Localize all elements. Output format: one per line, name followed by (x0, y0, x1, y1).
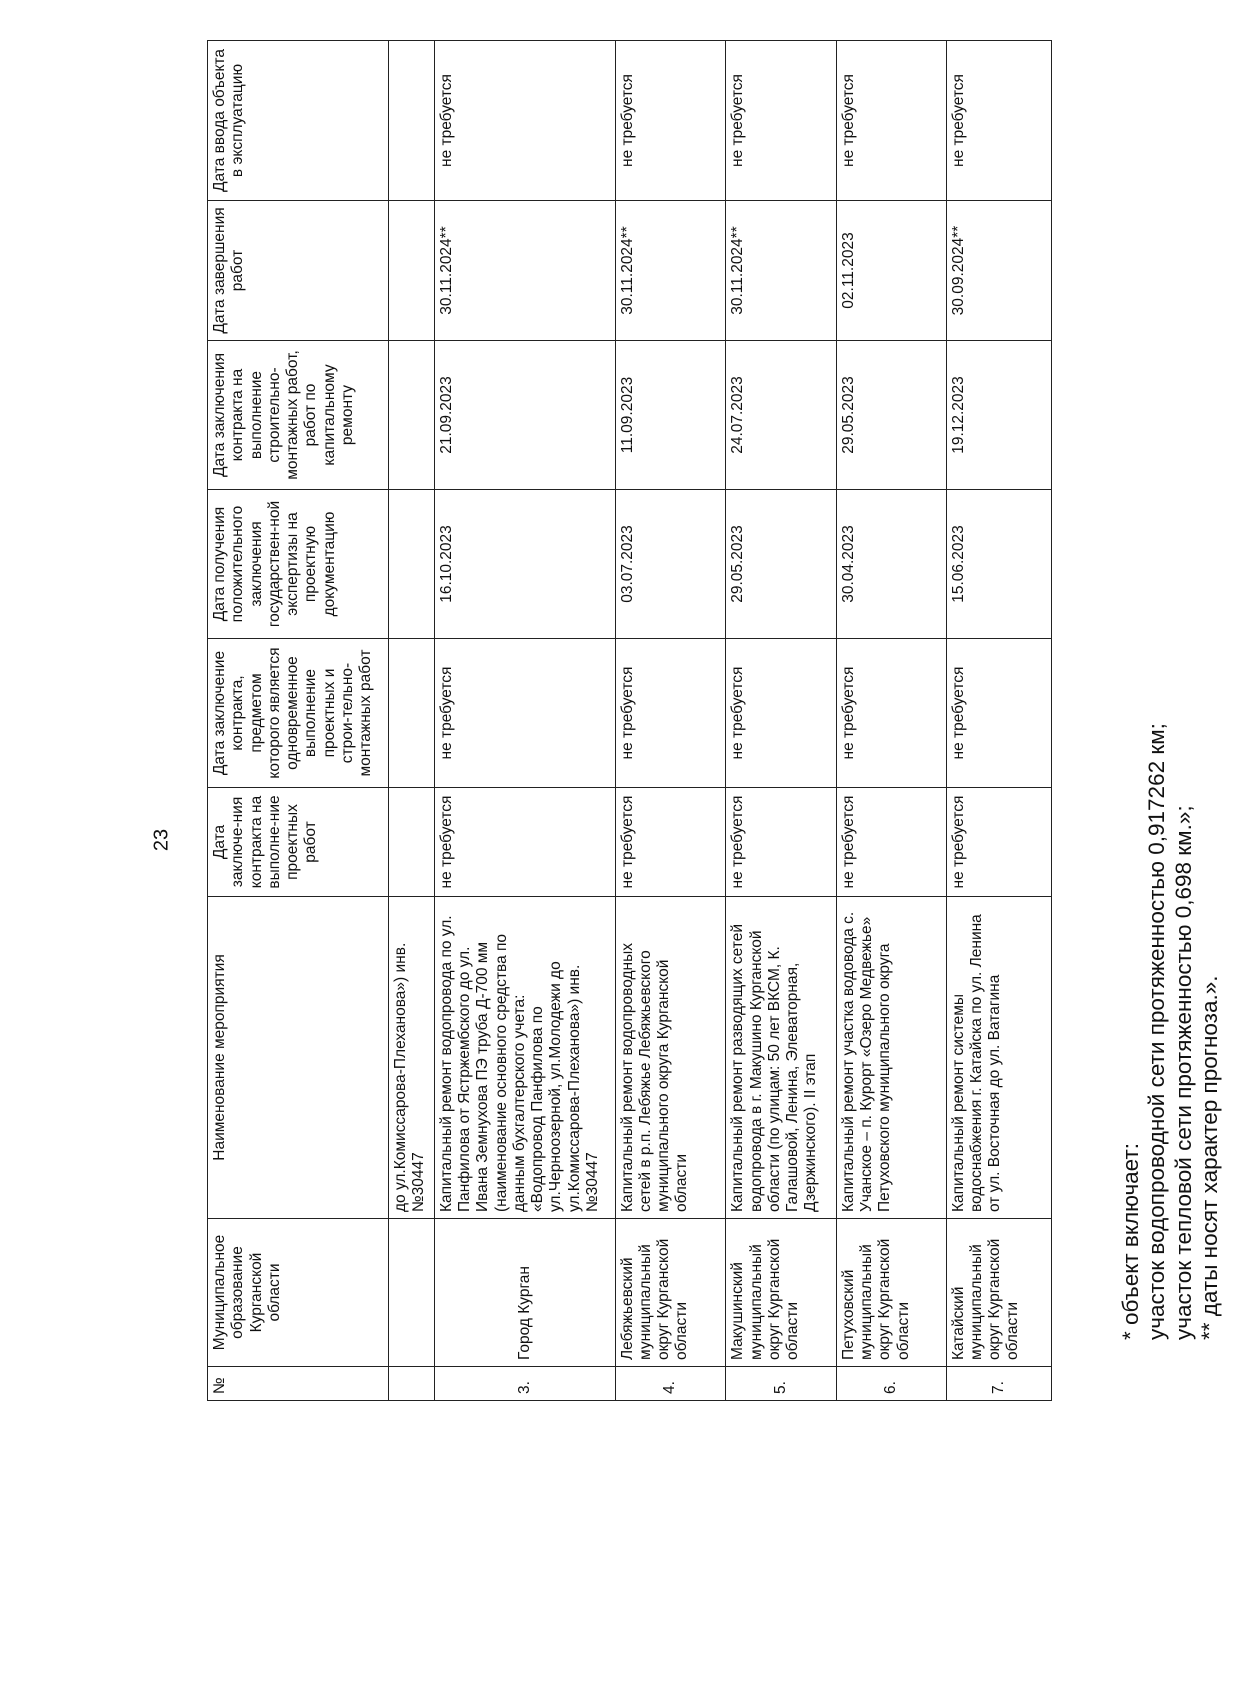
row-municipality: Город Курган (434, 1219, 615, 1367)
row-commissioning-date: не требуется (946, 41, 1051, 201)
page-number: 23 (150, 828, 173, 852)
row-municipality: Петуховский муниципальный округ Курганской области (836, 1219, 946, 1367)
row-design-contract-date: не требуется (726, 788, 837, 897)
row-combined-contract-date: не требуется (615, 639, 726, 788)
row-num: 6. (836, 1367, 946, 1401)
row-name: Капитальный ремонт участка водовода с. Учанское – п. Курорт «Озеро Медвежье» Петуховского муниципального округа (836, 897, 946, 1219)
continuation-row (388, 41, 434, 1401)
row-expertise-date: 16.10.2023 (434, 490, 615, 639)
row-expertise-date: 29.05.2023 (726, 490, 837, 639)
row-combined-contract-date: не требуется (434, 639, 615, 788)
table-row (836, 41, 946, 1401)
row-design-contract-date: не требуется (434, 788, 615, 897)
row-construction-contract-date: 19.12.2023 (946, 341, 1051, 490)
row-name: Капитальный ремонт водопровода по ул. Панфилова от Ястржембского до ул. Ивана Земнухова ПЭ труба Д-700 мм (наименование основного средства по данным бухгалтерского учета: «Водопровод Панфилова по ул.Черноозерной, ул.Молодежи до ул.Комиссарова-Плеханова») инв. №30447 (434, 897, 615, 1219)
row-name: Капитальный ремонт водопроводных сетей в р.п. Лебяжье Лебяжьевского муниципального округа Курганской области (615, 897, 726, 1219)
table-header-row (208, 41, 389, 1401)
row-completion-date: 30.11.2024** (615, 201, 726, 341)
row-completion-date: 30.11.2024** (726, 201, 837, 341)
measures-table-wrapper (207, 41, 1052, 1401)
row-num: 7. (946, 1367, 1051, 1401)
row-construction-contract-date: 24.07.2023 (726, 341, 837, 490)
header-expertise-date: Дата получения положительного заключения государствен-ной экспертизы на проектную документацию (208, 490, 389, 639)
footnote-line-3: участок тепловой сети протяженностью 0,698 км.»; (1170, 805, 1196, 1340)
header-num: № (208, 1367, 389, 1401)
table-row (726, 41, 837, 1401)
row-completion-date: 02.11.2023 (836, 201, 946, 341)
footnote-line-2: участок водопроводной сети протяженностью 0,917262 км; (1144, 723, 1170, 1340)
row-commissioning-date: не требуется (434, 41, 615, 201)
row-construction-contract-date: 11.09.2023 (615, 341, 726, 490)
row-construction-contract-date: 21.09.2023 (434, 341, 615, 490)
row-municipality: Лебяжьевский муниципальный округ Курганской области (615, 1219, 726, 1367)
row-num: 4. (615, 1367, 726, 1401)
row-design-contract-date: не требуется (615, 788, 726, 897)
row-municipality: Катайский муниципальный округ Курганской области (946, 1219, 1051, 1367)
header-name: Наименование мероприятия (208, 897, 389, 1219)
table-row (946, 41, 1051, 1401)
continuation-text: до ул.Комиссарова-Плеханова») инв. №30447 (388, 897, 434, 1219)
header-design-contract-date: Дата заключе-ния контракта на выполне-ние проектных работ (208, 788, 389, 897)
row-municipality: Макушинский муниципальный округ Курганской области (726, 1219, 837, 1367)
row-commissioning-date: не требуется (726, 41, 837, 201)
row-num: 5. (726, 1367, 837, 1401)
header-municipality: Муниципальное образование Курганской области (208, 1219, 389, 1367)
header-commissioning-date: Дата ввода объекта в эксплуатацию (208, 41, 389, 201)
row-completion-date: 30.09.2024** (946, 201, 1051, 341)
row-combined-contract-date: не требуется (946, 639, 1051, 788)
row-combined-contract-date: не требуется (836, 639, 946, 788)
row-expertise-date: 03.07.2023 (615, 490, 726, 639)
row-construction-contract-date: 29.05.2023 (836, 341, 946, 490)
row-num: 3. (434, 1367, 615, 1401)
row-completion-date: 30.11.2024** (434, 201, 615, 341)
header-completion-date: Дата завершения работ (208, 201, 389, 341)
row-combined-contract-date: не требуется (726, 639, 837, 788)
footnotes (1118, 620, 1238, 1340)
row-expertise-date: 15.06.2023 (946, 490, 1051, 639)
footnote-line-1: * объект включает: (1118, 1142, 1143, 1340)
header-combined-contract-date: Дата заключение контракта, предметом которого является одновременное выполнение проектных и строи-тельно-монтажных работ (208, 639, 389, 788)
row-design-contract-date: не требуется (836, 788, 946, 897)
table-row (615, 41, 726, 1401)
footnote-line-4: ** даты носят характер прогноза.». (1196, 975, 1222, 1340)
header-construction-contract-date: Дата заключения контракта на выполнение строительно-монтажных работ, работ по капитальному ремонту (208, 341, 389, 490)
table-row (434, 41, 615, 1401)
measures-table (207, 40, 1052, 1401)
row-name: Капитальный ремонт системы водоснабжения г. Катайска по ул. Ленина от ул. Восточная до ул. Ватагина (946, 897, 1051, 1219)
row-design-contract-date: не требуется (946, 788, 1051, 897)
row-commissioning-date: не требуется (836, 41, 946, 201)
row-commissioning-date: не требуется (615, 41, 726, 201)
row-expertise-date: 30.04.2023 (836, 490, 946, 639)
row-name: Капитальный ремонт разводящих сетей водопровода в г. Макушино Курганской области (по улицам: 50 лет ВКСМ, К. Галашовой, Ленина, Элеваторная, Дзержинского). II этап (726, 897, 837, 1219)
